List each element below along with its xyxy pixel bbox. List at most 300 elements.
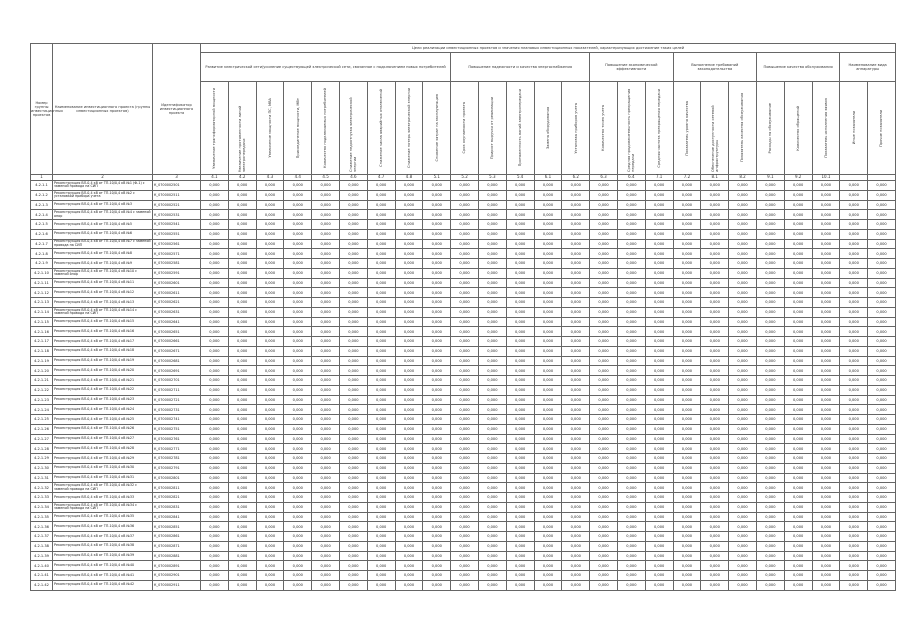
value-cell: 0,000 xyxy=(478,522,506,532)
value-cell: 0,000 xyxy=(645,220,673,230)
value-cell: 0,000 xyxy=(756,522,784,532)
value-cell: 0,000 xyxy=(534,288,562,298)
value-cell: 0,000 xyxy=(312,249,340,259)
value-cell: 0,000 xyxy=(590,298,618,308)
value-cell: 0,000 xyxy=(590,405,618,415)
value-cell: 0,000 xyxy=(701,346,729,356)
value-cell: 0,000 xyxy=(423,463,451,473)
value-cell: 0,000 xyxy=(423,337,451,347)
table-row xyxy=(31,229,896,239)
header-subcol-cell xyxy=(395,82,423,175)
value-cell: 0,000 xyxy=(506,317,534,327)
table-row xyxy=(31,444,896,454)
value-cell: 0,000 xyxy=(339,210,367,220)
value-cell: 0,000 xyxy=(367,483,395,493)
value-cell: 0,000 xyxy=(868,483,896,493)
value-cell: 0,000 xyxy=(228,502,256,512)
row-number-cell: 4.2.1.30 xyxy=(31,463,53,473)
value-cell: 0,000 xyxy=(339,249,367,259)
value-cell: 0,000 xyxy=(729,229,757,239)
value-cell: 0,000 xyxy=(423,415,451,425)
value-cell: 0,000 xyxy=(645,424,673,434)
project-name-cell: Реконструкция ВЛ-0,4 кВ от ТП-10/0,4 кВ №12 xyxy=(53,288,153,298)
value-cell: 0,000 xyxy=(284,405,312,415)
value-cell: 0,000 xyxy=(812,473,840,483)
value-cell: 0,000 xyxy=(673,405,701,415)
value-cell: 0,000 xyxy=(868,278,896,288)
value-cell: 0,000 xyxy=(256,278,284,288)
value-cell: 0,000 xyxy=(506,288,534,298)
value-cell: 0,000 xyxy=(534,307,562,317)
value-cell: 0,000 xyxy=(367,317,395,327)
value-cell: 0,000 xyxy=(673,580,701,590)
value-cell: 0,000 xyxy=(784,405,812,415)
table-row xyxy=(31,463,896,473)
value-cell: 0,000 xyxy=(729,200,757,210)
value-cell: 0,000 xyxy=(701,434,729,444)
value-cell: 0,000 xyxy=(812,424,840,434)
value-cell: 0,000 xyxy=(451,385,479,395)
value-cell: 0,000 xyxy=(478,288,506,298)
value-cell: 0,000 xyxy=(506,551,534,561)
project-name-cell: Реконструкция ВЛ-0,4 кВ от ТП-10/0,4 кВ №9 xyxy=(53,259,153,269)
value-cell: 0,000 xyxy=(756,288,784,298)
project-name-cell: Реконструкция ВЛ-0,4 кВ от ТП-10/0,4 кВ №34 с заменой провода на СИП xyxy=(53,502,153,512)
value-cell: 0,000 xyxy=(840,190,868,200)
value-cell: 0,000 xyxy=(534,181,562,191)
value-cell: 0,000 xyxy=(506,483,534,493)
project-name-cell: Реконструкция ВЛ-0,4 кВ от ТП-10/0,4 кВ №36 xyxy=(53,522,153,532)
value-cell: 0,000 xyxy=(701,444,729,454)
value-cell: 0,000 xyxy=(228,463,256,473)
value-cell: 0,000 xyxy=(228,473,256,483)
value-cell: 0,000 xyxy=(451,405,479,415)
value-cell: 0,000 xyxy=(784,385,812,395)
project-name-cell: Реконструкция ВЛ-0,4 кВ от ТП-10/0,4 кВ №7 с заменой провода на СИП xyxy=(54,239,151,247)
value-cell: 0,000 xyxy=(701,424,729,434)
value-cell: 0,000 xyxy=(478,512,506,522)
value-cell: 0,000 xyxy=(395,444,423,454)
value-cell: 0,000 xyxy=(395,483,423,493)
value-cell: 0,000 xyxy=(423,434,451,444)
value-cell: 0,000 xyxy=(451,278,479,288)
value-cell: 0,000 xyxy=(534,541,562,551)
value-cell: 0,000 xyxy=(367,395,395,405)
value-cell: 0,000 xyxy=(812,541,840,551)
value-cell: 0,000 xyxy=(423,532,451,542)
value-cell: 0,000 xyxy=(868,385,896,395)
value-cell: 0,000 xyxy=(451,229,479,239)
project-name-cell: Реконструкция ВЛ-0,4 кВ от ТП-10/0,4 кВ №8 xyxy=(53,249,153,259)
value-cell: 0,000 xyxy=(562,249,590,259)
row-number-cell: 4.2.1.12 xyxy=(31,288,53,298)
value-cell: 0,000 xyxy=(617,327,645,337)
value-cell: 0,000 xyxy=(451,356,479,366)
value-cell: 0,000 xyxy=(201,210,229,220)
value-cell: 0,000 xyxy=(812,288,840,298)
value-cell: 0,000 xyxy=(423,571,451,581)
value-cell: 0,000 xyxy=(284,307,312,317)
value-cell: 0,000 xyxy=(812,405,840,415)
value-cell: 0,000 xyxy=(617,561,645,571)
value-cell: 0,000 xyxy=(367,239,395,249)
value-cell: 0,000 xyxy=(868,444,896,454)
value-cell: 0,000 xyxy=(339,288,367,298)
value-cell: 0,000 xyxy=(478,385,506,395)
row-number-cell: 4.2.1.19 xyxy=(31,356,53,366)
value-cell: 0,000 xyxy=(506,415,534,425)
value-cell: 0,000 xyxy=(228,220,256,230)
value-cell: 0,000 xyxy=(840,444,868,454)
header-subcol-label: Снижение затрат на эксплуатацию xyxy=(434,94,439,162)
value-cell: 0,000 xyxy=(367,200,395,210)
value-cell: 0,000 xyxy=(395,327,423,337)
value-cell: 0,000 xyxy=(784,278,812,288)
value-cell: 0,000 xyxy=(812,229,840,239)
value-cell: 0,000 xyxy=(812,385,840,395)
value-cell: 0,000 xyxy=(756,473,784,483)
table-row xyxy=(31,571,896,581)
value-cell: 0,000 xyxy=(228,298,256,308)
value-cell: 0,000 xyxy=(339,356,367,366)
value-cell: 0,000 xyxy=(367,454,395,464)
value-cell: 0,000 xyxy=(228,346,256,356)
value-cell: 0,000 xyxy=(451,327,479,337)
value-cell: 0,000 xyxy=(451,366,479,376)
value-cell: 0,000 xyxy=(201,259,229,269)
value-cell: 0,000 xyxy=(590,532,618,542)
value-cell: 0,000 xyxy=(395,181,423,191)
value-cell: 0,000 xyxy=(312,346,340,356)
value-cell: 0,000 xyxy=(451,551,479,561)
value-cell: 0,000 xyxy=(784,434,812,444)
value-cell: 0,000 xyxy=(256,434,284,444)
value-cell: 0,000 xyxy=(367,307,395,317)
value-cell: 0,000 xyxy=(812,327,840,337)
value-cell: 0,000 xyxy=(617,532,645,542)
row-number-cell: 4.2.1.22 xyxy=(31,385,53,395)
value-cell: 0,000 xyxy=(312,307,340,317)
value-cell: 0,000 xyxy=(701,561,729,571)
value-cell: 0,000 xyxy=(784,307,812,317)
value-cell: 0,000 xyxy=(617,444,645,454)
value-cell: 0,000 xyxy=(590,454,618,464)
header-subcol-label: Протяженность линий электропередачи xyxy=(518,89,523,167)
value-cell: 0,000 xyxy=(562,200,590,210)
value-cell: 0,000 xyxy=(228,571,256,581)
value-cell: 0,000 xyxy=(645,532,673,542)
header-subcol-label: Количество подключаемых потребителей xyxy=(323,88,328,168)
value-cell: 0,000 xyxy=(395,249,423,259)
value-cell: 0,000 xyxy=(840,210,868,220)
value-cell: 0,000 xyxy=(812,249,840,259)
project-name-cell: Реконструкция ВЛ-0,4 кВ от ТП-10/0,4 кВ №39 xyxy=(53,551,153,561)
header-number-cell: 7.2 xyxy=(673,175,701,181)
value-cell: 0,000 xyxy=(395,395,423,405)
value-cell: 0,000 xyxy=(367,522,395,532)
row-number-cell: 4.2.1.39 xyxy=(31,551,53,561)
value-cell: 0,000 xyxy=(478,356,506,366)
value-cell: 0,000 xyxy=(840,288,868,298)
value-cell: 0,000 xyxy=(590,200,618,210)
header-col-no: Номер группы инвестиционных проектов xyxy=(31,44,53,175)
value-cell: 0,000 xyxy=(228,580,256,590)
header-subcol-label: Снижение числа аварийных отключений xyxy=(379,89,384,167)
value-cell: 0,000 xyxy=(256,512,284,522)
header-number-cell: 10.1 xyxy=(812,175,840,181)
value-cell: 0,000 xyxy=(312,502,340,512)
header-subcol-cell xyxy=(756,82,784,175)
value-cell: 0,000 xyxy=(201,327,229,337)
value-cell: 0,000 xyxy=(339,424,367,434)
value-cell: 0,000 xyxy=(395,239,423,249)
value-cell: 0,000 xyxy=(367,346,395,356)
row-number-cell: 4.2.1.34 xyxy=(31,502,53,512)
value-cell: 0,000 xyxy=(312,239,340,249)
value-cell: 0,000 xyxy=(784,580,812,590)
value-cell: 0,000 xyxy=(367,210,395,220)
table-row xyxy=(31,415,896,425)
project-id-cell: К_0700002821 xyxy=(153,493,201,503)
value-cell: 0,000 xyxy=(256,366,284,376)
value-cell: 0,000 xyxy=(228,532,256,542)
value-cell: 0,000 xyxy=(562,259,590,269)
value-cell: 0,000 xyxy=(812,356,840,366)
row-number-cell: 4.2.1.2 xyxy=(31,190,53,200)
value-cell: 0,000 xyxy=(840,278,868,288)
value-cell: 0,000 xyxy=(645,454,673,464)
value-cell: 0,000 xyxy=(506,522,534,532)
value-cell: 0,000 xyxy=(645,278,673,288)
value-cell: 0,000 xyxy=(701,522,729,532)
value-cell: 0,000 xyxy=(617,405,645,415)
value-cell: 0,000 xyxy=(645,493,673,503)
value-cell: 0,000 xyxy=(367,541,395,551)
value-cell: 0,000 xyxy=(673,337,701,347)
value-cell: 0,000 xyxy=(201,434,229,444)
project-id-cell: К_0700002711 xyxy=(153,385,201,395)
value-cell: 0,000 xyxy=(423,473,451,483)
value-cell: 0,000 xyxy=(395,415,423,425)
value-cell: 0,000 xyxy=(617,210,645,220)
value-cell: 0,000 xyxy=(756,346,784,356)
value-cell: 0,000 xyxy=(617,278,645,288)
value-cell: 0,000 xyxy=(562,580,590,590)
value-cell: 0,000 xyxy=(645,385,673,395)
value-cell: 0,000 xyxy=(451,580,479,590)
project-id-cell: К_0700002771 xyxy=(153,444,201,454)
value-cell: 0,000 xyxy=(228,317,256,327)
value-cell: 0,000 xyxy=(756,327,784,337)
value-cell: 0,000 xyxy=(534,444,562,454)
value-cell: 0,000 xyxy=(562,346,590,356)
value-cell: 0,000 xyxy=(506,444,534,454)
value-cell: 0,000 xyxy=(284,493,312,503)
header-subcol-label: Увеличение трансформаторной мощности xyxy=(212,87,217,169)
value-cell: 0,000 xyxy=(478,454,506,464)
project-id-cell: К_0700002631 xyxy=(153,307,201,317)
value-cell: 0,000 xyxy=(284,181,312,191)
value-cell: 0,000 xyxy=(367,512,395,522)
value-cell: 0,000 xyxy=(478,307,506,317)
value-cell: 0,000 xyxy=(228,541,256,551)
value-cell: 0,000 xyxy=(673,259,701,269)
value-cell: 0,000 xyxy=(534,190,562,200)
value-cell: 0,000 xyxy=(673,249,701,259)
value-cell: 0,000 xyxy=(645,561,673,571)
value-cell: 0,000 xyxy=(729,424,757,434)
project-name-cell: Реконструкция ВЛ-0,4 кВ от ТП-10/0,4 кВ №19 xyxy=(53,356,153,366)
value-cell: 0,000 xyxy=(590,259,618,269)
value-cell: 0,000 xyxy=(534,532,562,542)
value-cell: 0,000 xyxy=(562,561,590,571)
value-cell: 0,000 xyxy=(673,298,701,308)
value-cell: 0,000 xyxy=(201,278,229,288)
value-cell: 0,000 xyxy=(534,229,562,239)
value-cell: 0,000 xyxy=(756,181,784,191)
table-row xyxy=(31,502,896,512)
value-cell: 0,000 xyxy=(506,571,534,581)
value-cell: 0,000 xyxy=(339,571,367,581)
value-cell: 0,000 xyxy=(312,200,340,210)
header-subcol-cell xyxy=(478,82,506,175)
value-cell: 0,000 xyxy=(201,444,229,454)
header-subcol-cell xyxy=(534,82,562,175)
value-cell: 0,000 xyxy=(506,424,534,434)
value-cell: 0,000 xyxy=(506,307,534,317)
value-cell: 0,000 xyxy=(590,239,618,249)
value-cell: 0,000 xyxy=(284,317,312,327)
value-cell: 0,000 xyxy=(756,210,784,220)
header-number-cell: 9.2 xyxy=(784,175,812,181)
value-cell: 0,000 xyxy=(478,181,506,191)
value-cell: 0,000 xyxy=(256,181,284,191)
project-id-cell: К_0700002741 xyxy=(153,415,201,425)
value-cell: 0,000 xyxy=(617,551,645,561)
header-subcol-label: Количество обращений xyxy=(796,105,801,151)
row-number-cell: 4.2.1.37 xyxy=(31,532,53,542)
project-name-cell: Реконструкция ВЛ-0,4 кВ от ТП-10/0,4 кВ №22 xyxy=(53,385,153,395)
value-cell: 0,000 xyxy=(673,454,701,464)
header-subcol-cell xyxy=(812,82,840,175)
value-cell: 0,000 xyxy=(201,395,229,405)
value-cell: 0,000 xyxy=(784,239,812,249)
value-cell: 0,000 xyxy=(284,454,312,464)
value-cell: 0,000 xyxy=(784,366,812,376)
value-cell: 0,000 xyxy=(395,298,423,308)
value-cell: 0,000 xyxy=(617,288,645,298)
value-cell: 0,000 xyxy=(201,268,229,278)
table-row xyxy=(31,395,896,405)
value-cell: 0,000 xyxy=(590,181,618,191)
value-cell: 0,000 xyxy=(534,483,562,493)
header-group-cell: Наименование вида аппаратуры xyxy=(840,53,896,82)
value-cell: 0,000 xyxy=(534,220,562,230)
value-cell: 0,000 xyxy=(423,512,451,522)
value-cell: 0,000 xyxy=(840,473,868,483)
value-cell: 0,000 xyxy=(312,366,340,376)
value-cell: 0,000 xyxy=(617,502,645,512)
project-id-cell: К_0700002831 xyxy=(153,502,201,512)
value-cell: 0,000 xyxy=(284,239,312,249)
value-cell: 0,000 xyxy=(701,259,729,269)
row-number-cell: 4.2.1.8 xyxy=(31,249,53,259)
value-cell: 0,000 xyxy=(423,229,451,239)
value-cell: 0,000 xyxy=(645,405,673,415)
value-cell: 0,000 xyxy=(478,493,506,503)
value-cell: 0,000 xyxy=(339,532,367,542)
project-id-cell: К_0700002651 xyxy=(153,327,201,337)
row-number-cell: 4.2.1.1 xyxy=(31,181,53,191)
value-cell: 0,000 xyxy=(367,229,395,239)
value-cell: 0,000 xyxy=(201,385,229,395)
value-cell: 0,000 xyxy=(868,454,896,464)
value-cell: 0,000 xyxy=(367,385,395,395)
value-cell: 0,000 xyxy=(534,376,562,386)
value-cell: 0,000 xyxy=(701,249,729,259)
value-cell: 0,000 xyxy=(256,483,284,493)
value-cell: 0,000 xyxy=(673,483,701,493)
value-cell: 0,000 xyxy=(812,434,840,444)
value-cell: 0,000 xyxy=(339,502,367,512)
value-cell: 0,000 xyxy=(673,571,701,581)
project-id-cell: К_0700002531 xyxy=(153,210,201,220)
value-cell: 0,000 xyxy=(812,268,840,278)
value-cell: 0,000 xyxy=(256,220,284,230)
value-cell: 0,000 xyxy=(534,210,562,220)
value-cell: 0,000 xyxy=(451,395,479,405)
value-cell: 0,000 xyxy=(284,298,312,308)
project-name-cell: Реконструкция ВЛ-0,4 кВ от ТП-10/0,4 кВ №41 xyxy=(53,571,153,581)
value-cell: 0,000 xyxy=(617,337,645,347)
value-cell: 0,000 xyxy=(228,483,256,493)
value-cell: 0,000 xyxy=(812,307,840,317)
value-cell: 0,000 xyxy=(201,493,229,503)
value-cell: 0,000 xyxy=(423,181,451,191)
value-cell: 0,000 xyxy=(478,366,506,376)
header-number-cell: 3 xyxy=(153,175,201,181)
header-subcol-label: Замена оборудования xyxy=(545,107,550,149)
value-cell: 0,000 xyxy=(423,454,451,464)
value-cell: 0,000 xyxy=(284,483,312,493)
value-cell: 0,000 xyxy=(590,327,618,337)
value-cell: 0,000 xyxy=(284,346,312,356)
value-cell: 0,000 xyxy=(729,483,757,493)
value-cell: 0,000 xyxy=(367,356,395,366)
value-cell: 0,000 xyxy=(590,522,618,532)
value-cell: 0,000 xyxy=(201,473,229,483)
value-cell: 0,000 xyxy=(506,532,534,542)
project-id-cell: К_0700002791 xyxy=(153,463,201,473)
value-cell: 0,000 xyxy=(812,483,840,493)
value-cell: 0,000 xyxy=(562,571,590,581)
value-cell: 0,000 xyxy=(312,288,340,298)
value-cell: 0,000 xyxy=(256,415,284,425)
value-cell: 0,000 xyxy=(673,561,701,571)
value-cell: 0,000 xyxy=(395,512,423,522)
project-id-cell: К_0700002841 xyxy=(153,512,201,522)
value-cell: 0,000 xyxy=(395,366,423,376)
value-cell: 0,000 xyxy=(478,532,506,542)
value-cell: 0,000 xyxy=(617,571,645,581)
value-cell: 0,000 xyxy=(395,463,423,473)
value-cell: 0,000 xyxy=(256,190,284,200)
header-number-cell: 6.3 xyxy=(590,175,618,181)
value-cell: 0,000 xyxy=(506,561,534,571)
value-cell: 0,000 xyxy=(228,454,256,464)
value-cell: 0,000 xyxy=(451,502,479,512)
value-cell: 0,000 xyxy=(645,512,673,522)
